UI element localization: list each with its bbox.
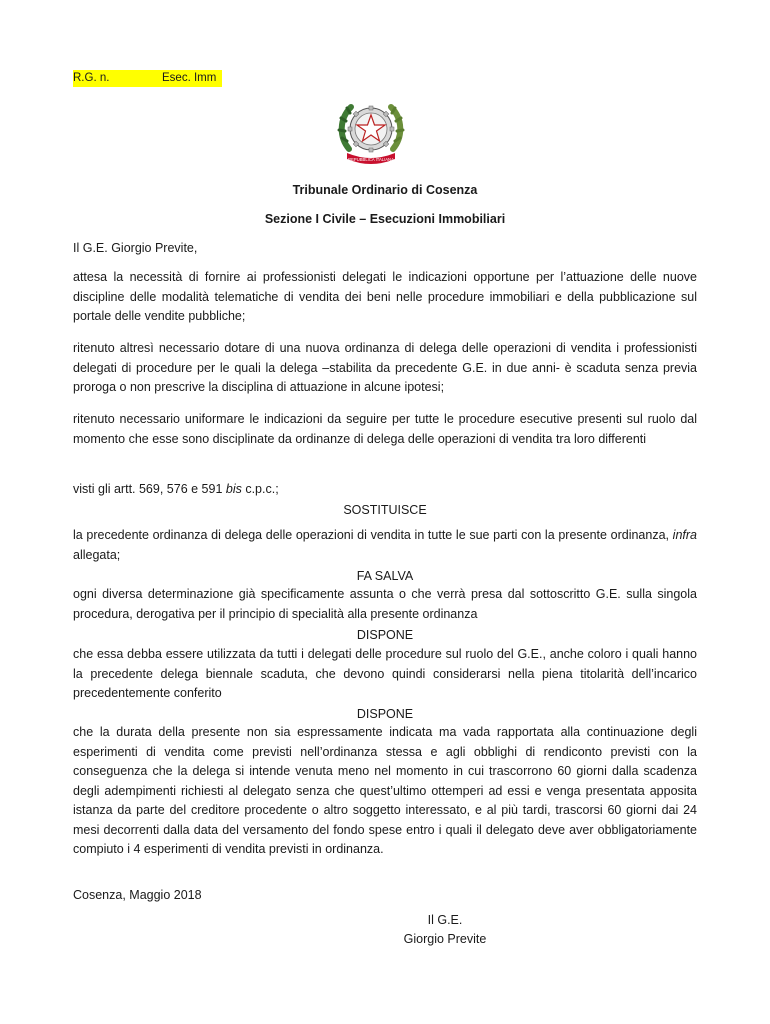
- paragraph-ritenuto-altresi: ritenuto altresì necessario dotare di una nuova ordinanza di delega delle operazioni di vendita i professionisti delegati di procedure per le quali la delega –stabilita da precedente G.E. in due anni- è scaduta senza previa proroga o non prescrive la disciplina di attuazione in alcune ipotesi;: [73, 341, 697, 394]
- rg-label: R.G. n.: [73, 72, 110, 84]
- paragraph-dispone-2: che la durata della presente non sia espressamente indicata ma vada rapportata alla continuazione degli esperimenti di vendita come previsti nell’ordinanza stessa e agli obblighi di rendiconto previsti con la conseguenza che la delega si intende venuta meno nel momento in cui trascorrono 60 giorni dalla scadenza degli adempimenti richiesti al delegato senza che quest’ultimo ottemperi ad essi e venga presentata apposita istanza da parte del creditore procedente o altro soggetto interessato, e al più tardi, trascorsi 60 giorni dai 24 mesi decorrenti dalla data del versamento del fondo spese entro i quali il delegato deve aver obbligatoriamente compiuto i 4 esperimenti di vendita previsti in ordinanza.: [73, 725, 697, 856]
- visti-text: visti gli artt. 569, 576 e 591: [73, 482, 226, 496]
- heading-fa-salva: FA SALVA: [356, 569, 414, 583]
- signature-name: Giorgio Previte: [403, 932, 487, 946]
- heading-dispone-2: DISPONE: [356, 707, 414, 721]
- signature-title: Il G.E.: [427, 913, 463, 927]
- sostituisce-italic: infra: [672, 528, 697, 542]
- emblem-icon: [335, 97, 407, 167]
- place-date: Cosenza, Maggio 2018: [73, 888, 202, 902]
- paragraph-ritenuto-uniformare: ritenuto necessario uniformare le indicazioni da seguire per tutte le procedure esecutive presenti sul ruolo dal momento che esse sono disciplinate da ordinanze di delega delle operazioni di vendita tra loro differenti: [73, 412, 697, 446]
- heading-sostituisce: SOSTITUISCE: [343, 503, 427, 517]
- esec-label: Esec. Imm: [162, 72, 217, 84]
- paragraph-visti: [73, 480, 697, 500]
- paragraph-fa-salva: ogni diversa determinazione già specificamente assunta o che verrà presa dal sottoscritto G.E. sulla singola procedura, derogativa per il principio di specialità alla presente ordinanza: [73, 587, 697, 621]
- case-number-highlight: [73, 70, 222, 87]
- visti-suffix: c.p.c.;: [241, 482, 279, 496]
- sostituisce-suffix: allegata;: [73, 547, 121, 562]
- paragraph-dispone-1: che essa debba essere utilizzata da tutti i delegati delle procedure sul ruolo del G.E., anche coloro i quali hanno la precedente delega biennale scaduta, che devono quindi considerarsi nella piena titolarità dell’incarico precedentemente conferito: [73, 647, 697, 700]
- sostituisce-text: la precedente ordinanza di delega delle operazioni di vendita in tutte le sue parti con la presente ordinanza,: [73, 528, 673, 542]
- paragraph-sostituisce: [73, 526, 697, 565]
- italian-republic-emblem: [335, 97, 407, 167]
- court-section: Sezione I Civile – Esecuzioni Immobiliari: [264, 212, 506, 226]
- court-name: Tribunale Ordinario di Cosenza: [292, 183, 478, 197]
- heading-dispone-1: DISPONE: [356, 628, 414, 642]
- visti-italic: bis: [225, 482, 242, 496]
- paragraph-attesa: attesa la necessità di fornire ai professionisti delegati le indicazioni opportune per l’attuazione delle nuove discipline delle modalità telematiche di vendita dei beni nelle procedure immobiliari e della pubblicazione sul portale delle vendite pubbliche;: [73, 270, 697, 323]
- svg-text:REPUBBLICA ITALIANA: REPUBBLICA ITALIANA: [348, 157, 394, 162]
- opening-line: Il G.E. Giorgio Previte,: [73, 241, 198, 255]
